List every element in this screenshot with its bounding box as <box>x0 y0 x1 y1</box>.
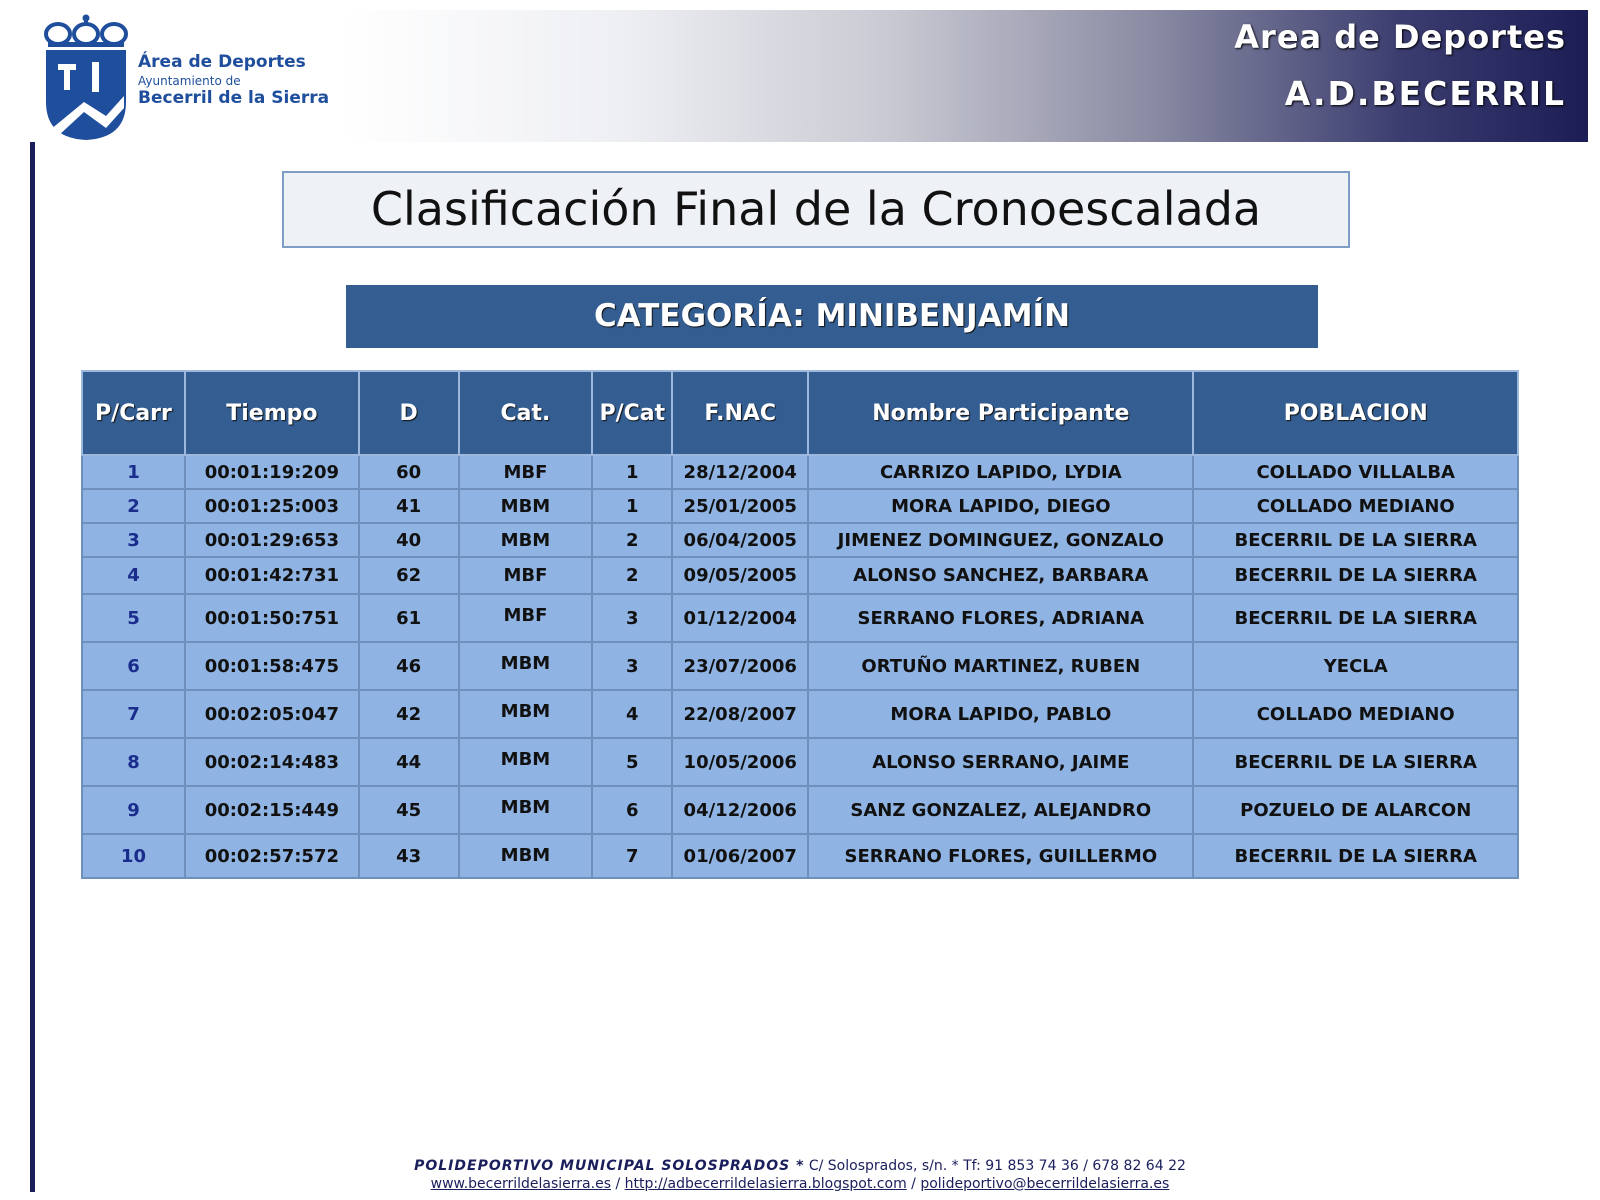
cell-bib: 43 <box>359 834 459 878</box>
cell-birth-date: 23/07/2006 <box>672 642 808 690</box>
table-header-row <box>82 371 1518 455</box>
cell-bib: 60 <box>359 455 459 489</box>
cell-category-position: 4 <box>592 690 672 738</box>
category-title: CATEGORÍA: MINIBENJAMÍN <box>346 285 1318 348</box>
cell-birth-date: 09/05/2005 <box>672 557 808 594</box>
cell-bib: 46 <box>359 642 459 690</box>
table-row <box>82 455 1518 489</box>
cell-bib: 41 <box>359 489 459 523</box>
footer-link-website[interactable]: www.becerrildelasierra.es <box>430 1176 611 1192</box>
cell-participant: ORTUÑO MARTINEZ, RUBEN <box>808 642 1193 690</box>
logo-municipality: Becerril de la Sierra <box>138 88 330 108</box>
cell-category: MBM <box>459 834 593 878</box>
cell-category-position: 7 <box>592 834 672 878</box>
footer-separator: / <box>911 1176 916 1192</box>
footer-link-email[interactable]: polideportivo@becerrildelasierra.es <box>920 1176 1170 1192</box>
table-row <box>82 642 1518 690</box>
cell-town: BECERRIL DE LA SIERRA <box>1193 738 1518 786</box>
table-row <box>82 489 1518 523</box>
cell-town: BECERRIL DE LA SIERRA <box>1193 834 1518 878</box>
cell-birth-date: 01/12/2004 <box>672 594 808 642</box>
table-row <box>82 786 1518 834</box>
page-title: Clasificación Final de la Cronoescalada <box>282 171 1350 248</box>
cell-participant: ALONSO SERRANO, JAIME <box>808 738 1193 786</box>
col-header-category: Cat. <box>459 371 593 455</box>
cell-category-position: 5 <box>592 738 672 786</box>
table-row <box>82 738 1518 786</box>
cell-category: MBM <box>459 738 593 786</box>
col-header-participant: Nombre Participante <box>808 371 1193 455</box>
cell-birth-date: 25/01/2005 <box>672 489 808 523</box>
col-header-birth-date: F.NAC <box>672 371 808 455</box>
cell-category: MBM <box>459 642 593 690</box>
cell-category-position: 2 <box>592 557 672 594</box>
cell-town: COLLADO VILLALBA <box>1193 455 1518 489</box>
footer-address: C/ Solosprados, s/n. * Tf: 91 853 74 36 / 678 82 64 22 <box>808 1158 1186 1174</box>
crown-icon <box>44 14 128 48</box>
cell-participant: MORA LAPIDO, PABLO <box>808 690 1193 738</box>
header-club-name: A.D.BECERRIL <box>1284 74 1566 113</box>
cell-category: MBF <box>459 557 593 594</box>
cell-category-position: 3 <box>592 594 672 642</box>
footer-contact-line <box>0 1158 1600 1174</box>
logo-text <box>138 52 329 108</box>
table-row <box>82 557 1518 594</box>
cell-time: 00:02:57:572 <box>185 834 359 878</box>
cell-category-position: 6 <box>592 786 672 834</box>
cell-town: YECLA <box>1193 642 1518 690</box>
footer-separator: / <box>615 1176 621 1192</box>
logo-ayuntamiento: Ayuntamiento de <box>138 74 241 88</box>
cell-participant: SERRANO FLORES, ADRIANA <box>808 594 1193 642</box>
cell-participant: JIMENEZ DOMINGUEZ, GONZALO <box>808 523 1193 557</box>
cell-category: MBM <box>459 489 593 523</box>
header-titles <box>1234 18 1566 113</box>
col-header-position: P/Carr <box>82 371 185 455</box>
cell-bib: 40 <box>359 523 459 557</box>
cell-bib: 44 <box>359 738 459 786</box>
col-header-category-position: P/Cat <box>592 371 672 455</box>
cell-birth-date: 06/04/2005 <box>672 523 808 557</box>
cell-category-position: 3 <box>592 642 672 690</box>
cell-bib: 62 <box>359 557 459 594</box>
cell-position: 7 <box>82 690 185 738</box>
cell-participant: MORA LAPIDO, DIEGO <box>808 489 1193 523</box>
cell-birth-date: 04/12/2006 <box>672 786 808 834</box>
cell-birth-date: 10/05/2006 <box>672 738 808 786</box>
cell-time: 00:01:50:751 <box>185 594 359 642</box>
table-row <box>82 690 1518 738</box>
cell-category: MBM <box>459 690 593 738</box>
cell-category: MBM <box>459 786 593 834</box>
table-row <box>82 834 1518 878</box>
table-row <box>82 523 1518 557</box>
cell-category-position: 2 <box>592 523 672 557</box>
municipal-logo <box>44 14 334 144</box>
cell-position: 6 <box>82 642 185 690</box>
cell-category: MBM <box>459 523 593 557</box>
cell-time: 00:01:25:003 <box>185 489 359 523</box>
cell-bib: 45 <box>359 786 459 834</box>
table-body <box>82 455 1518 878</box>
cell-category-position: 1 <box>592 489 672 523</box>
cell-participant: SERRANO FLORES, GUILLERMO <box>808 834 1193 878</box>
results-table <box>81 370 1519 879</box>
cell-participant: CARRIZO LAPIDO, LYDIA <box>808 455 1193 489</box>
cell-town: COLLADO MEDIANO <box>1193 489 1518 523</box>
cell-town: BECERRIL DE LA SIERRA <box>1193 557 1518 594</box>
cell-town: POZUELO DE ALARCON <box>1193 786 1518 834</box>
cell-position: 5 <box>82 594 185 642</box>
cell-birth-date: 01/06/2007 <box>672 834 808 878</box>
cell-participant: SANZ GONZALEZ, ALEJANDRO <box>808 786 1193 834</box>
cell-town: BECERRIL DE LA SIERRA <box>1193 523 1518 557</box>
cell-position: 2 <box>82 489 185 523</box>
cell-town: COLLADO MEDIANO <box>1193 690 1518 738</box>
cell-time: 00:02:14:483 <box>185 738 359 786</box>
logo-area-deportes: Área de Deportes <box>138 52 306 72</box>
cell-time: 00:02:15:449 <box>185 786 359 834</box>
footer-link-blog[interactable]: http://adbecerrildelasierra.blogspot.com <box>624 1176 907 1192</box>
cell-participant: ALONSO SANCHEZ, BARBARA <box>808 557 1193 594</box>
cell-birth-date: 28/12/2004 <box>672 455 808 489</box>
cell-time: 00:01:29:653 <box>185 523 359 557</box>
footer-venue: POLIDEPORTIVO MUNICIPAL SOLOSPRADOS * <box>414 1158 805 1174</box>
col-header-bib: D <box>359 371 459 455</box>
cell-position: 9 <box>82 786 185 834</box>
cell-position: 3 <box>82 523 185 557</box>
header-area-deportes: Area de Deportes <box>1234 18 1566 56</box>
col-header-time: Tiempo <box>185 371 359 455</box>
cell-time: 00:01:58:475 <box>185 642 359 690</box>
cell-position: 8 <box>82 738 185 786</box>
cell-category: MBF <box>459 455 593 489</box>
cell-category-position: 1 <box>592 455 672 489</box>
left-border-rule <box>30 60 35 1192</box>
cell-category: MBF <box>459 594 593 642</box>
municipal-shield-icon <box>44 50 128 140</box>
cell-bib: 42 <box>359 690 459 738</box>
cell-town: BECERRIL DE LA SIERRA <box>1193 594 1518 642</box>
cell-bib: 61 <box>359 594 459 642</box>
cell-time: 00:01:19:209 <box>185 455 359 489</box>
cell-time: 00:01:42:731 <box>185 557 359 594</box>
footer <box>0 1158 1600 1192</box>
cell-position: 1 <box>82 455 185 489</box>
cell-position: 4 <box>82 557 185 594</box>
cell-time: 00:02:05:047 <box>185 690 359 738</box>
col-header-town: POBLACION <box>1193 371 1518 455</box>
cell-position: 10 <box>82 834 185 878</box>
cell-birth-date: 22/08/2007 <box>672 690 808 738</box>
table-row <box>82 594 1518 642</box>
footer-links-line <box>0 1176 1600 1192</box>
